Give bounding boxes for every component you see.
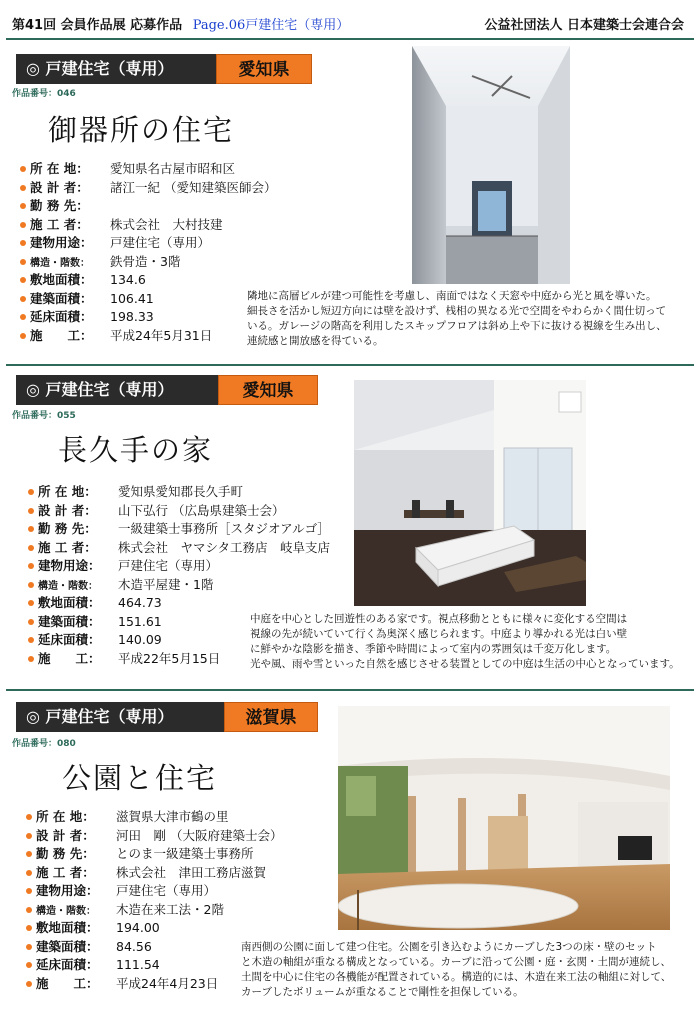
info-office: 勤 務 先： 一級建築士事務所［スタジオアルゴ］ [38,520,330,539]
info-building-area: 建築面積： 84.56 [36,938,282,957]
info-contractor: 施 工 者： 株式会社 大村技建 [30,216,276,235]
page-label: Page.06戸建住宅（専用） [192,18,350,33]
category-label: ◎ 戸建住宅（専用） [16,375,218,405]
bullet-icon [28,619,34,625]
info-completion: 施 工： 平成24年4月23日 [36,975,282,994]
category-label: ◎ 戸建住宅（専用） [16,702,224,732]
bullet-icon [26,833,32,839]
info-floor-area: 延床面積： 140.09 [38,631,330,650]
work-title: 御器所の住宅 [48,113,235,147]
info-building-area: 建築面積： 151.61 [38,613,330,632]
house-photo [354,380,586,606]
bullet-icon [28,563,34,569]
exhibition-title: 第41回 会員作品展 応募作品 [12,18,183,33]
bullet-icon [20,296,26,302]
info-structure: 構造・階数： 鉄骨造・3階 [30,253,276,272]
info-site-area: 敷地面積： 194.00 [36,919,282,938]
bullet-icon [20,277,26,283]
bullet-icon [20,185,26,191]
info-completion: 施 工： 平成22年5月15日 [38,650,330,669]
bullet-icon [20,333,26,339]
info-use: 建物用途： 戸建住宅（専用） [30,234,276,253]
info-designer: 設 計 者： 諸江一紀 （愛知建築医師会） [30,179,276,198]
info-floor-area: 延床面積： 198.33 [30,308,276,327]
info-location: 所 在 地： 滋賀県大津市鶴の里 [36,808,282,827]
prefecture-label: 滋賀県 [224,702,318,732]
bullet-icon [28,508,34,514]
header-divider [6,38,694,40]
work-title: 公園と住宅 [62,761,218,795]
bullet-icon [20,166,26,172]
bullet-icon [26,944,32,950]
info-completion: 施 工： 平成24年5月31日 [30,327,276,346]
bullet-icon [28,526,34,532]
bullet-icon [28,637,34,643]
bullet-icon [28,582,34,588]
section-divider [6,689,694,691]
page-header [0,0,700,38]
work-title: 長久手の家 [58,433,214,467]
bullet-icon [28,545,34,551]
bullet-icon [26,851,32,857]
work-number: 作品番号：055 [12,411,76,421]
bullet-icon [26,925,32,931]
info-structure: 構造・階数： 木造在来工法・2階 [36,901,282,920]
organization-name: 公益社団法人 日本建築士会連合会 [484,18,684,33]
info-contractor: 施 工 者： 株式会社 津田工務店滋賀 [36,864,282,883]
info-building-area: 建築面積： 106.41 [30,290,276,309]
bullet-icon [28,600,34,606]
bullet-icon [20,240,26,246]
work-number: 作品番号：046 [12,89,76,99]
info-site-area: 敷地面積： 464.73 [38,594,330,613]
header-left [12,14,349,33]
bullet-icon [20,259,26,265]
house-photo [338,706,670,930]
info-use: 建物用途： 戸建住宅（専用） [36,882,282,901]
bullet-icon [26,870,32,876]
bullet-icon [20,222,26,228]
description: 中庭を中心とした回遊性のある家です。視点移動とともに様々に変化する空間は 視線の先が続いていて行く為奥深く感じられます。中庭より導かれる光は白い壁 に鮮やかな陰影を描き、季節や時間によって室内の雰囲気は千変万化します。 光や風、雨や雪といった自然を感じさせる装置としての中庭は生活の中心となっています。 [250,613,680,670]
prefecture-label: 愛知県 [218,375,318,405]
info-site-area: 敷地面積： 134.6 [30,271,276,290]
bullet-icon [26,814,32,820]
house-photo [412,46,570,284]
info-designer: 設 計 者： 山下弘行 （広島県建築士会） [38,502,330,521]
bullet-icon [26,888,32,894]
info-location: 所 在 地： 愛知県名古屋市昭和区 [30,160,276,179]
info-location: 所 在 地： 愛知県愛知郡長久手町 [38,483,330,502]
section-divider [6,364,694,366]
info-use: 建物用途： 戸建住宅（専用） [38,557,330,576]
info-floor-area: 延床面積： 111.54 [36,956,282,975]
bullet-icon [20,314,26,320]
bullet-icon [28,489,34,495]
bullet-icon [26,907,32,913]
info-structure: 構造・階数： 木造平屋建・1階 [38,576,330,595]
description: 隣地に高層ビルが建つ可能性を考慮し、南面ではなく天窓や中庭から光と風を導いた。 細長さを活かし短辺方向には壁を設けず、桟相の異なる光で空間をやわらかく間仕切って いる。ガレージの階高を利用したスキップフロアは斜め上や下に抜ける視線を生み出し、 連続感と開放感を得ている。 [247,290,667,347]
bullet-icon [28,656,34,662]
info-office: 勤 務 先： [30,197,276,216]
category-label: ◎ 戸建住宅（専用） [16,54,216,84]
info-list [30,160,276,345]
prefecture-label: 愛知県 [216,54,312,84]
description: 南西側の公園に面して建つ住宅。公園を引き込むようにカーブした3つの床・壁のセット と木造の軸組が重なる構成となっている。カーブに沿って公園・庭・玄関・土間が連続し、 土間を中心に住宅の各機能が配置されている。構造的には、木造在来工法の軸組に対して、 カーブしたボリュームが重なることで剛性を担保している。 [241,941,672,998]
bullet-icon [26,981,32,987]
work-number: 作品番号：080 [12,739,76,749]
info-designer: 設 計 者： 河田 剛 （大阪府建築士会） [36,827,282,846]
bullet-icon [26,962,32,968]
info-office: 勤 務 先： とのま一級建築士事務所 [36,845,282,864]
info-contractor: 施 工 者： 株式会社 ヤマシタ工務店 岐阜支店 [38,539,330,558]
bullet-icon [20,203,26,209]
